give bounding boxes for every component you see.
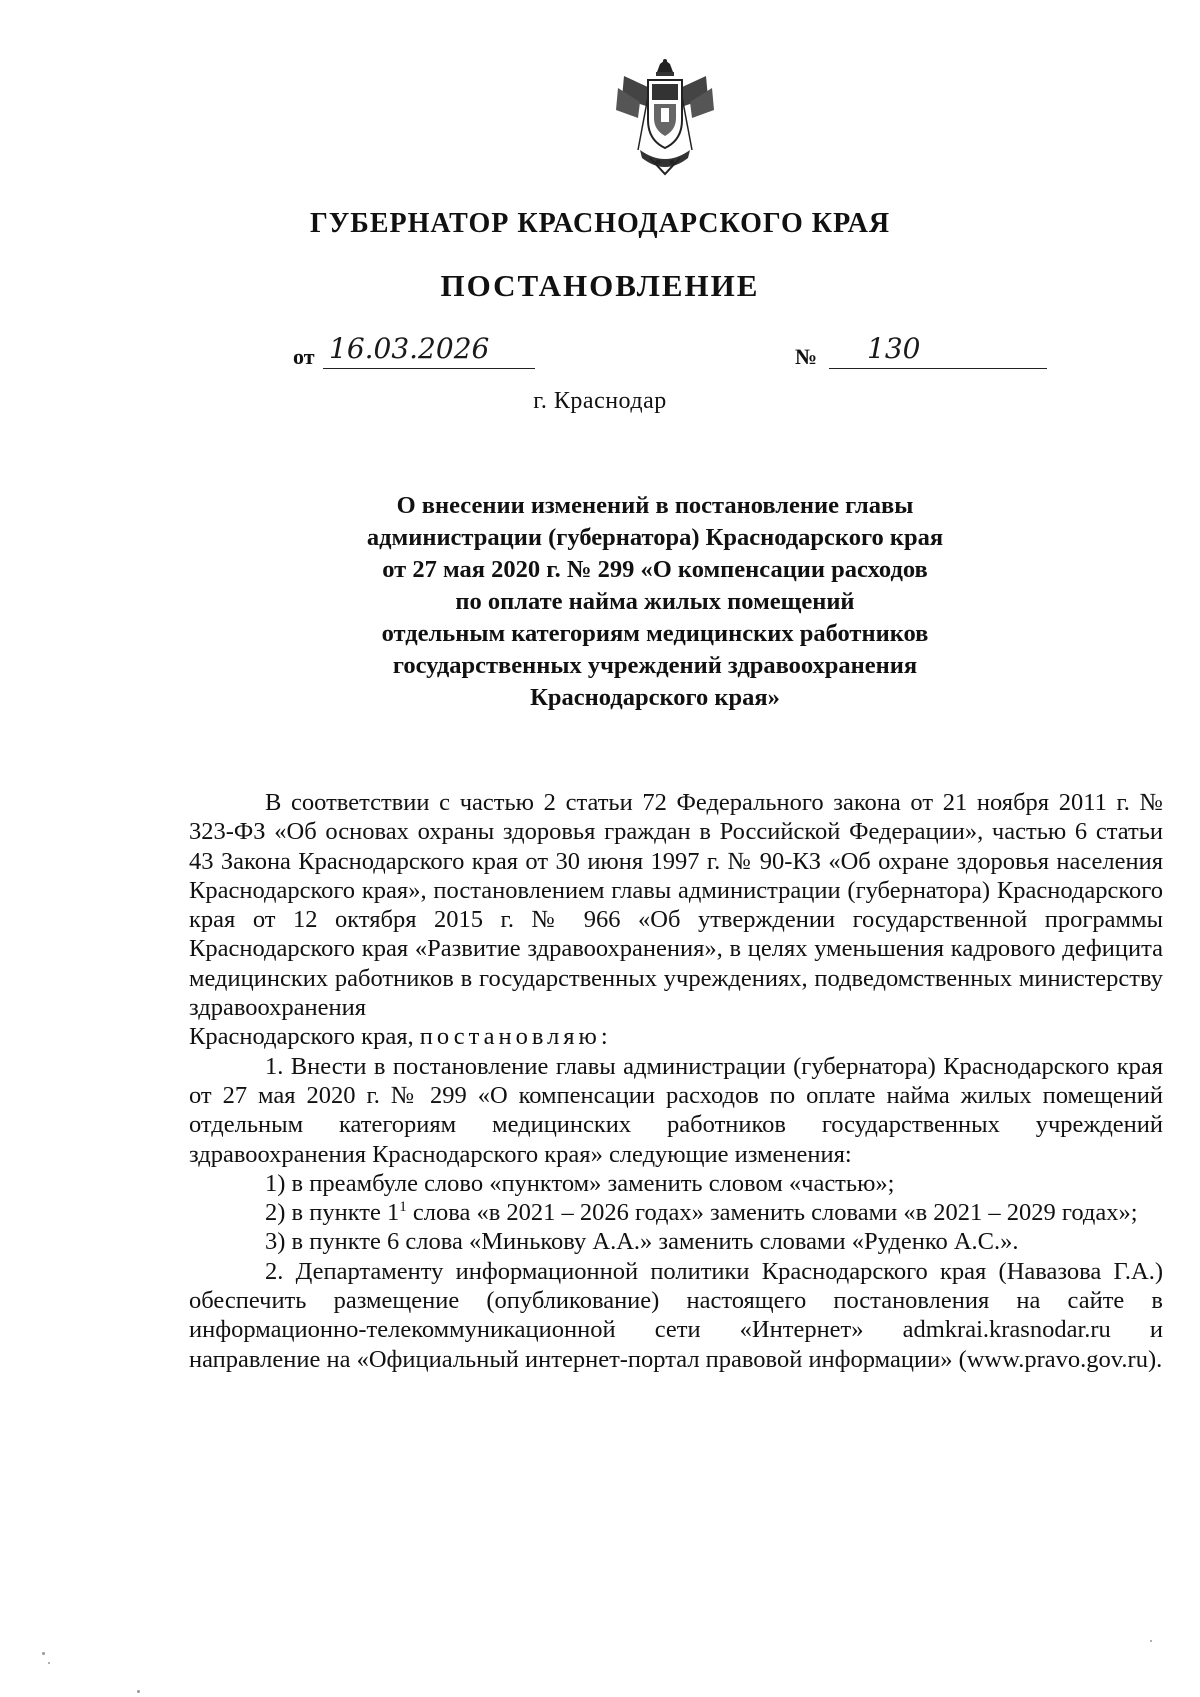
scan-speck (1150, 1640, 1152, 1642)
paragraph-item-2: 2. Департаменту информационной политики Краснодарского края (Навазова Г.А.) обеспечить размещение (опубликование) настоящего постановления на сайте в информационно-телекоммуникационной сети «Интернет» admkrai.krasnodar.ru и направление на «Официальный интернет-портал правовой информации» (www.pravo.gov.ru). (189, 1257, 1163, 1373)
number-label: № (795, 344, 818, 369)
preamble-end-text: Краснодарского края, (189, 1023, 414, 1051)
number-field (829, 332, 1047, 369)
preamble-ending (189, 1022, 1163, 1051)
document-title (300, 490, 1010, 714)
title-line: от 27 мая 2020 г. № 299 «О компенсации расходов (382, 556, 928, 583)
date-label: от (293, 344, 315, 369)
title-line: Краснодарского края» (530, 684, 780, 711)
decree-word: постановляю: (419, 1023, 612, 1051)
paragraph-item-1-3: 3) в пункте 6 слова «Минькову А.А.» заменить словами «Руденко А.С.». (265, 1228, 1019, 1256)
document-type: ПОСТАНОВЛЕНИЕ (440, 268, 760, 303)
preamble-paragraph: В соответствии с частью 2 статьи 72 Федерального закона от 21 ноября 2011 г. № 323-ФЗ «Об основах охраны здоровья граждан в Российской Федерации», частью 6 статьи 43 Закона Краснодарского края от 30 июня 1997 г. № 90-КЗ «Об охране здоровья населения Краснодарского края», постановлением главы администрации (губернатора) Краснодарского края от 12 октября 2015 г. № 966 «Об утверждении государственной программы Краснодарского края «Развитие здравоохранения», в целях уменьшения кадрового дефицита медицинских работников в государственных учреждениях, подведомственных министерству здравоохранения (189, 789, 1163, 1022)
scan-speck (42, 1652, 45, 1655)
superscript: 1 (399, 1199, 407, 1216)
date-field (323, 332, 535, 369)
title-line: О внесении изменений в постановление главы (396, 492, 914, 519)
item-1-2-start: 2) в пункте 1 (265, 1199, 400, 1227)
title-line: администрации (губернатора) Краснодарского края (366, 524, 944, 551)
krasnodar-coat-of-arms-icon (610, 58, 720, 178)
date-number-row (293, 332, 1053, 376)
scan-speck (48, 1662, 50, 1664)
title-line: по оплате найма жилых помещений (455, 588, 855, 615)
document-body (189, 788, 1163, 1374)
handwritten-number: 130 (867, 332, 921, 365)
paragraph-item-1-2 (189, 1198, 1163, 1227)
title-line: отдельным категориям медицинских работников (381, 620, 929, 647)
city: г. Краснодар (533, 388, 667, 414)
issuing-authority: ГУБЕРНАТОР КРАСНОДАРСКОГО КРАЯ (309, 208, 891, 239)
scan-speck (137, 1690, 140, 1693)
paragraph-item-1: 1. Внести в постановление главы администрации (губернатора) Краснодарского края от 27 мая 2020 г. № 299 «О компенсации расходов по оплате найма жилых помещений отдельным категориям медицинских работников государственных учреждений здравоохранения Краснодарского края» следующие изменения: (189, 1052, 1163, 1168)
title-line: государственных учреждений здравоохранения (392, 652, 918, 679)
paragraph-item-1-1: 1) в преамбуле слово «пунктом» заменить словом «частью»; (265, 1169, 895, 1197)
item-1-2-end: слова «в 2021 – 2026 годах» заменить словами «в 2021 – 2029 годах»; (406, 1199, 1138, 1227)
handwritten-date: 16.03.2026 (329, 332, 490, 365)
